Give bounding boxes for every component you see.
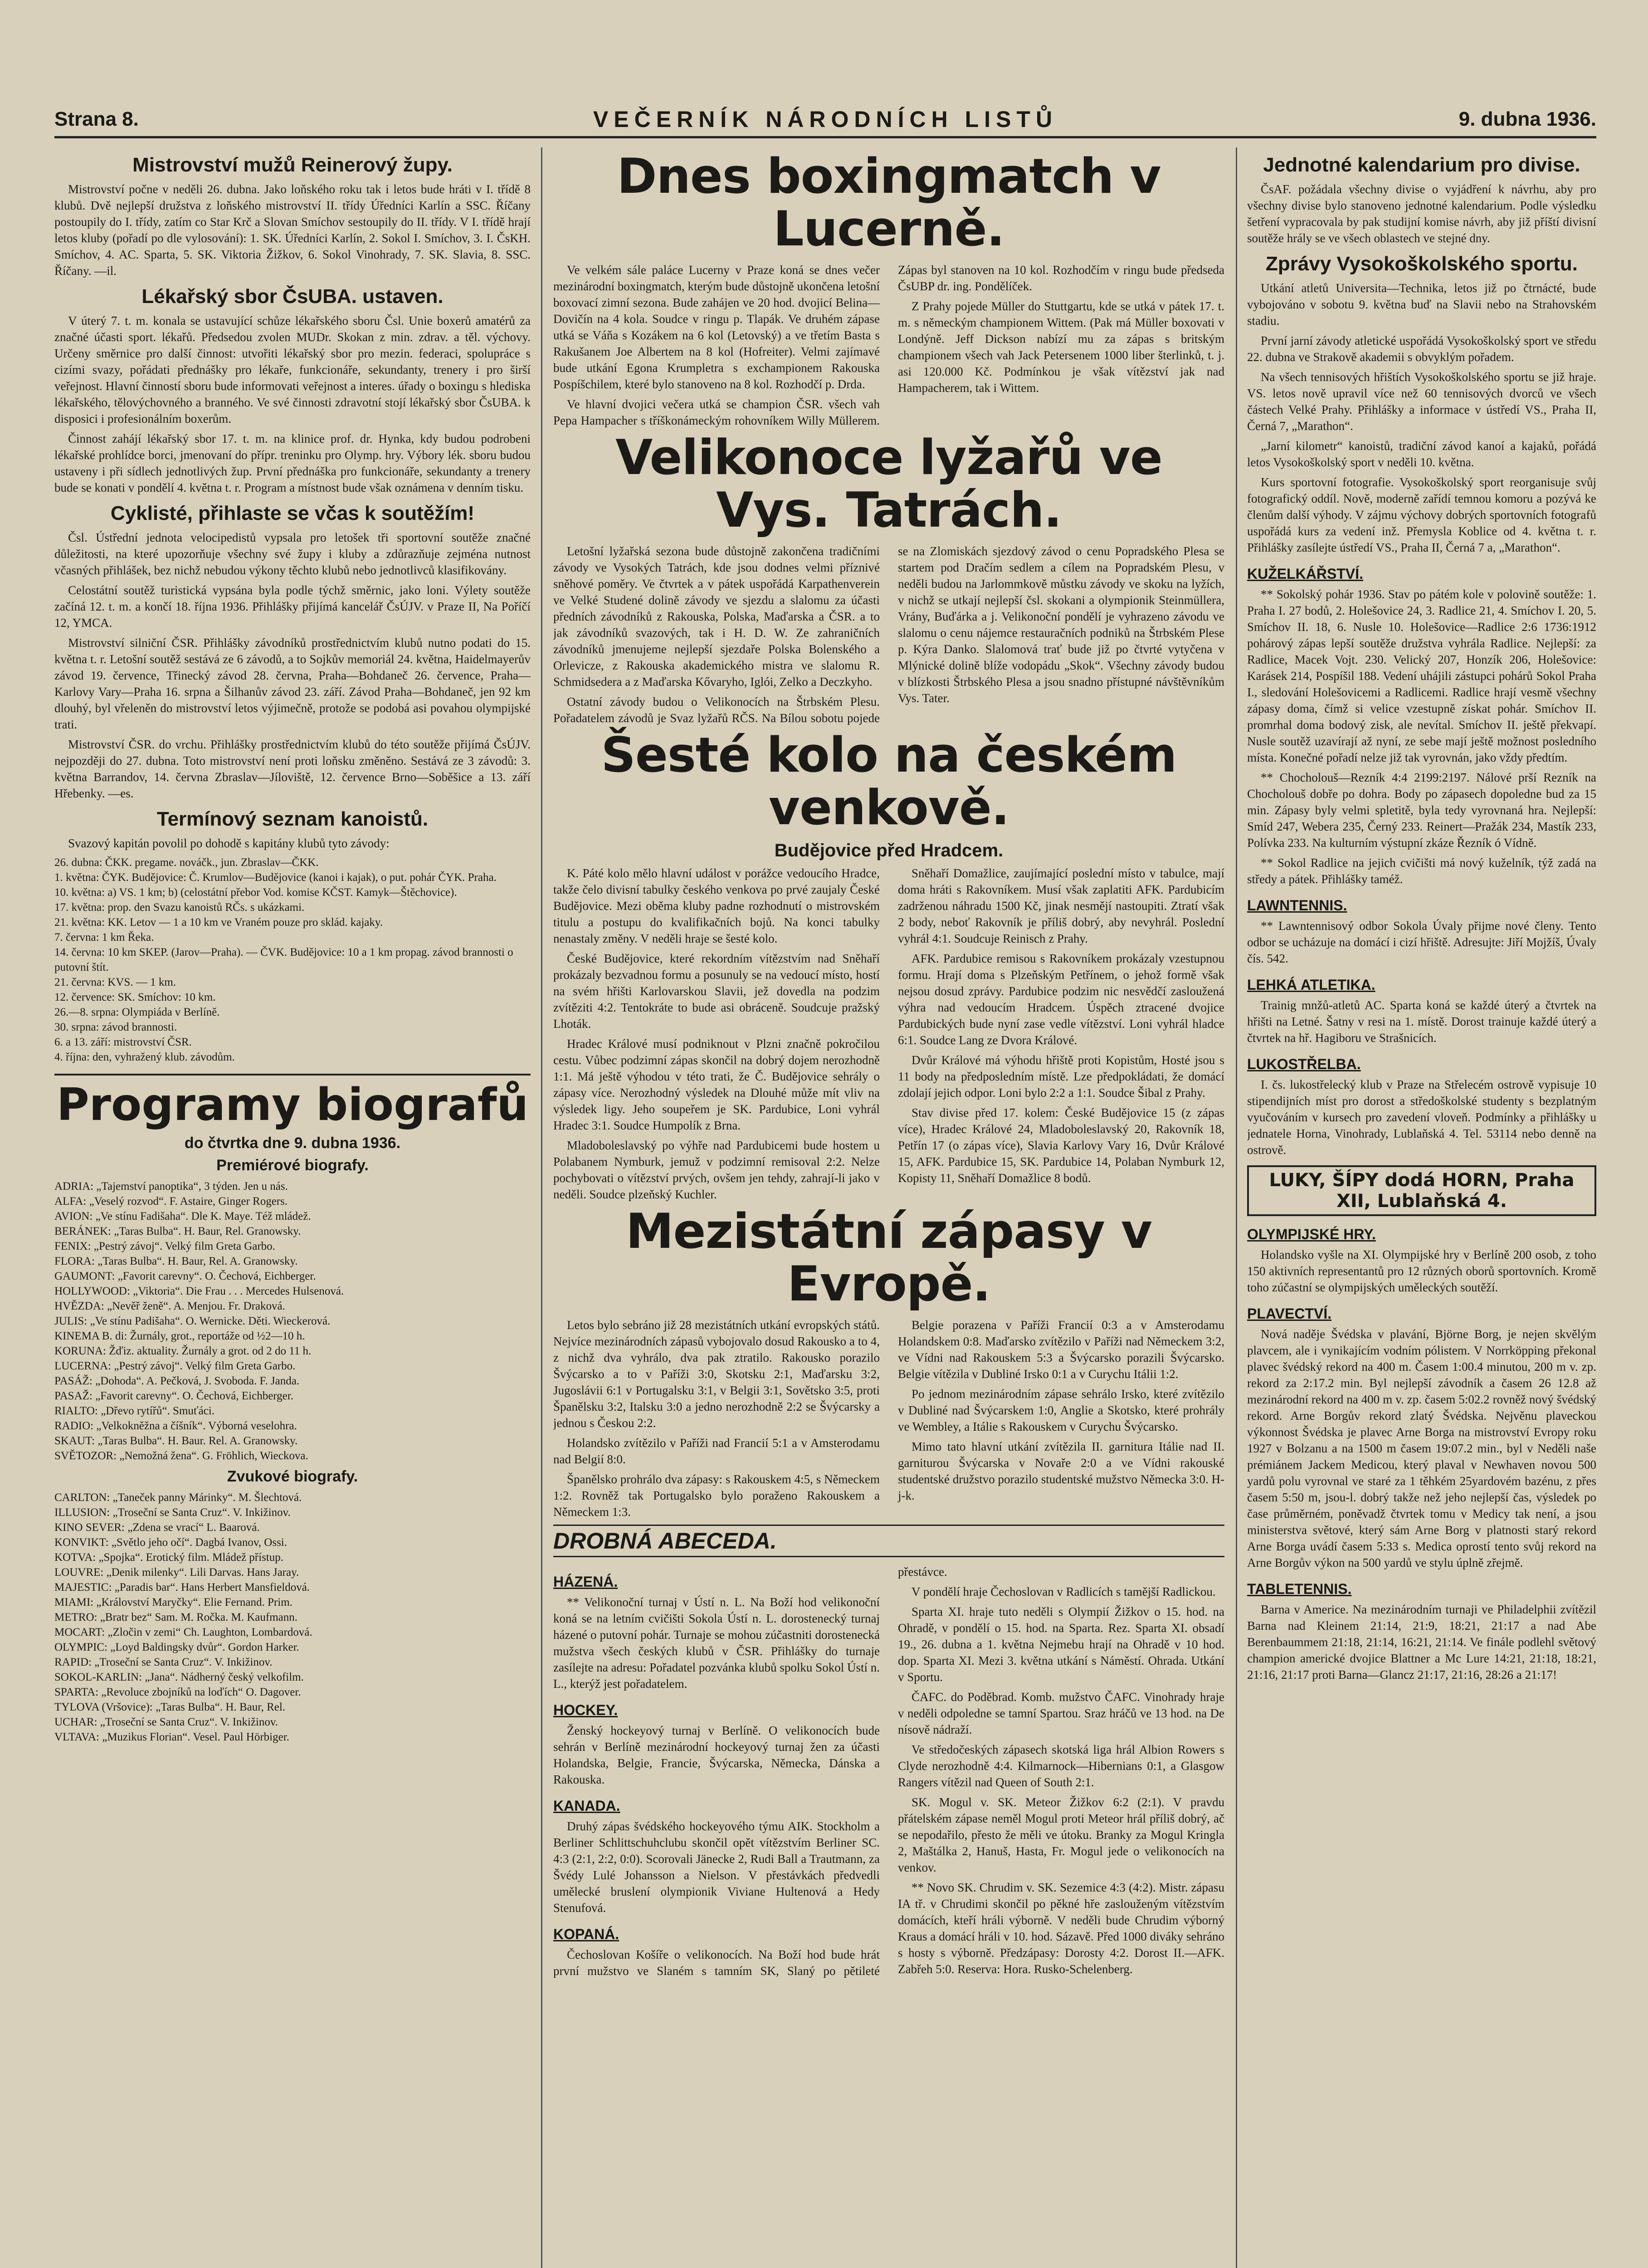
ski-article — [553, 543, 1224, 726]
article-text: ** Lawntennisový odbor Sokola Úvaly přijme nové členy. Tento odbor se ucházuje na domácí i cizí hřiště. Adresujte: Jiří Mojžíš, Úvaly čís. 542. — [1247, 919, 1596, 965]
list-item: PASAŽ: „Favorit carevny“. O. Čechová, Eichberger. — [54, 1390, 293, 1402]
article-text: Belgie porazena v Paříži Francií 0:3 a v Amsterodamu Holandskem 0:8. Maďarsko zvítězilo v Paříži nad Německem 3:2, ve Vídni nad Rakouskem 5:3 a Švýcarsko porazili Švýcarsko. Belgie vítězila v Dubliné Irsko 0:1 a v Curychu Itálii 1:2. — [898, 1318, 1224, 1381]
article-text: Sněhaří Domažlice, zaujímající poslední místo v tabulce, mají doma hráti s Rakovníkem. Musí však zaplatiti AFK. Pardubicím zadrženou náhradu 1500 Kč, jinak nesmějí nastoupiti. Ztratí však 2 body, neboť Rakovník je příliš dobrý, aby nevyhrál. Poslední vyhrál 4:1. Soudcuje Reinisch z Prahy. — [898, 866, 1224, 945]
premiere-cinema-list — [54, 1179, 531, 1463]
article-text: Čechoslovan Košíře o velikonocích. Na Boží hod bude hrát první mužstvo ve Slaném s tamním SK, Slaný po pětileté přestávce. — [553, 1565, 947, 1978]
list-item: 21. května: KK. Letov — 1 a 10 km ve Vraném pouze pro sklád. kajaky. — [54, 916, 383, 929]
column-rule — [1236, 147, 1237, 2268]
list-item: 1. května: ČYK. Budějovice: Č. Krumlov—Budějovice (kanoi i kajak), o put. pohár ČYK. Praha. — [54, 871, 497, 884]
article-text: V úterý 7. t. m. konala se ustavující schůze lékařského sboru Čsl. Unie boxerů amatérů za značné účasti sport. lékařů. Předsedou zvolen MUDr. Skokan z min. zdrav. a těl. výchovy. Určeny směrnice pro další činnost: utvořiti lékařský sbor pro mezin. federaci, spolupráce s cizími svazy, pořádati přednášky pro lékaře, funkcionáře, sekundanty, trenery i pro širší veřejnost. Hlavní činností sboru bude informovati veřejnost a interes. úřady o boxingu s hlediska lékařského, tělovýchovného a branného. Ve své činnosti zdravotní stojí lékařský sbor ČsUBA. k disposici i profesionálním boxerům. — [54, 314, 531, 425]
boxing-article — [553, 262, 1224, 429]
newspaper-title: VEČERNÍK NÁRODNÍCH LISTŮ — [593, 107, 1058, 132]
list-item: 4. října: den, vyhražený klub. závodům. — [54, 1051, 235, 1063]
list-item: KONVIKT: „Světlo jeho očí“. Dagbá Ivanov, Ossi. — [54, 1536, 287, 1549]
article-text: Hradec Králové musí podniknout v Plzni značně pokročilou cestu. Vůbec podzimní zápas skončil na dobrý dojem nerozhodně 1:1. Má ještě výhodou v této trati, že Č. Budějovice sehrály o zápasy více. Nerozhodný výsledek na Dlouhé může mít vliv na výsledek ligy. Jeho soupeřem je SK. Pardubice, Loni vyhrál Hradec 3:1. Soudce Humpolík z Brna. — [553, 1037, 880, 1132]
section-head: PLAVECTVÍ. — [1247, 1305, 1332, 1322]
article-text: Holandsko zvítězilo v Paříži nad Francií 5:1 a v Amsterodamu nad Belgií 8:0. — [553, 1436, 880, 1466]
article-text: Mistrovství počne v neděli 26. dubna. Jako loňského roku tak i letos bude hráti v I. třídě 8 klubů. Dvě nejlepší družstva z loňského mistrovství II. třídy Úředníci Karlín a SSC. Říčany postoupily do I. třídy, zatím co Star Krč a Slovan Smíchov sestoupily do II. třídy. V I. třídě hrají letos kluby (pořadí po dle vylosování): 1. SK. Úředníci Karlín, 2. Sokol I. Smíchov, 3. I. ČsKH. Smíchov, 4. AC. Sparta, 5. SK. Viktoria Žižkov, 6. Sokol Vinohrady, 7. SK. Slavia, 8. SSC. Říčany. —il. — [54, 182, 531, 278]
issue-date: 9. dubna 1936. — [1458, 108, 1596, 130]
article-title: Zprávy Vysokoškolského sportu. — [1266, 253, 1578, 275]
premiere-cinemas-title: Premiérové biografy. — [216, 1157, 369, 1174]
headline-international: Mezistátní zápasy v Evropě. — [626, 1203, 1152, 1312]
article-text: ** Chocholouš—Rezník 4:4 2199:2197. Nálové prší Rezník na Chocholouš dobře po dohra. Body po zápasech dopoledne bud za 15 min. Zápasy byly velmi spletitě, byla tedy vyrovnaná hra. Nejlepší: Smíd 247, Webera 235, Černý 233. Reinert—Pražák 234, Mastík 233, Polívka 233. Na kulturním výstupní zkáze Řezník ó Vídně. — [1247, 771, 1596, 850]
list-item: SPARTA: „Revoluce zbojníků na loďích“ O. Dagover. — [54, 1686, 301, 1698]
section-head: LAWNTENNIS. — [1247, 897, 1347, 914]
article-text: SK. Mogul v. SK. Meteor Žižkov 6:2 (2:1). V pravdu přátelském zápase neměl Mogul proti Meteor hrál příliš dobrý, ač se nepodařilo, přesto že měli ve útoku. Branky za Mogul Kringla 2, Maštálka 2, Hanuš, Hasta, Fr. Mogul jede o velikonocích na venkov. — [898, 1795, 1224, 1874]
column-right — [1247, 147, 1596, 2268]
article-text: Nová naděje Švédska v plavání, Björne Borg, je nejen skvělým plavcem, ale i vynikajícím vodním pólistem. V Norrköpping překonal plavec švédský rekord na 400 m. Časem 1:00.4 minutou, 200 m v. zp. rekord za 2:17.2 min. Byl nejlepší závodník a časem 26 12.8 až mezinárodní rekord na 400 m v. zp. časem 5:02.2 rovněž nový švédský rekord. Arne Borgův rekord zlatý Švédska. Nejvěnu plaveckou výkonnost Švédska je plavec Arne Borga na mistrovství Evropy roku 1927 v Bolzanu a na 1500 m časem 19:07.2 min., byl v Neděli naše prémiánem Jackem Medicou, který plaval v Newhaven novou 500 yardů polu vyrovnal ve staré za 1 těhkém 25yardovém bazénu, z přes časem 5:50 m, jsou-l. dobrý takže než jeho nejlepší čas, výsledek po čase průměrném, poněvadž čtvrtek tomu v Medicy tak není, a jsou ministerstva světové, který sám Arne Borg v platnosti starý rekord Arne Borga uvádí časem 5:33 s. Medica oprostí tento svůj rekord na Arne Borgův výkon na 500 yardů ve stylu úplně zřejmě. — [1247, 1327, 1596, 1569]
short-news — [553, 1564, 1224, 1980]
list-item: HOLLYWOOD: „Viktoria“. Die Frau . . . Mercedes Hulsenová. — [54, 1285, 344, 1297]
list-item: 10. května: a) VS. 1 km; b) (celostátní přebor Vod. komise KČST. Kamyk—Štěchovice). — [54, 886, 457, 899]
section-head: KANADA. — [553, 1798, 620, 1814]
section-head: LEHKÁ ATLETIKA. — [1247, 977, 1375, 993]
section-head: HOCKEY. — [553, 1702, 618, 1718]
list-item: JULIS: „Ve stínu Padišaha“. O. Wernicke. Děti. Wieckerová. — [54, 1315, 331, 1327]
article-text: ** Sokol Radlice na jejich cvičišti má nový kuželník, týž zadá na středy a pátek. Přihlášky taméž. — [1247, 856, 1596, 886]
article-title: Termínový seznam kanoistů. — [156, 808, 429, 830]
list-item: 30. srpna: závod brannosti. — [54, 1021, 177, 1033]
article-title: Cyklisté, přihlaste se včas k soutěžím! — [110, 502, 475, 524]
article-text: Letošní lyžařská sezona bude důstojně zakončena tradičními závody ve Vysokých Tatrách, kde jsou dodnes velmi příznivé sněhové poměry. Ve čtvrtek a v pátek uspořádá Karpathenverein ve Velké Studené dolině závody ve sjezdu a slalomu za účasti předních závodníků z Rakouska, Polska, Maďarska a ČSR. a to jak závodníků svazových, tak i H. D. W. Ze zahraničních závodníků jmenujeme nejlepší sjezdaře Polska Bolenského a Orlevicze, z Rakouska akademického mistra ve slalomu R. Schmidsedera a z Maďarska Kővaryho, Iglói, Zelko a Deczkyho. — [553, 544, 880, 689]
list-item: MOCART: „Zločin v zemi“ Ch. Laughton, Lombardová. — [54, 1626, 312, 1638]
column-center — [553, 147, 1224, 2268]
list-item: LOUVRE: „Denik milenky“. Lili Darvas. Hans Jaray. — [54, 1566, 299, 1579]
list-item: LUCERNA: „Pestrý závoj“. Velký film Greta Garbo. — [54, 1360, 296, 1372]
article-text: Holandsko vyšle na XI. Olympijské hry v Berlíně 200 osob, z toho 150 aktivních representantů pro 12 různých oborů sportovních. Kromě toho zúčastní se olympijských uměleckých soutěží. — [1247, 1248, 1596, 1294]
article-text: Ženský hockeyový turnaj v Berlíně. O velikonocích bude sehrán v Berlíně mezinárodní hockeyový turnaj žen za účasti Holandska, Belgie, Francie, Švýcarska, Německa, Dánska a Rakouska. — [553, 1724, 880, 1786]
list-item: 7. června: 1 km Řeka. — [54, 931, 154, 943]
sound-cinema-list — [54, 1490, 531, 1745]
list-item: SOKOL-KARLIN: „Jana“. Nádherný český velkofilm. — [54, 1671, 304, 1683]
headline-football-round: Šesté kolo na českém venkově. — [601, 727, 1177, 836]
newspaper-page — [54, 104, 1596, 2268]
football-article — [553, 865, 1224, 1202]
article-text: Po jednom mezinárodním zápase sehrálo Irsko, které zvítězilo v Dubliné nad Švýcarskem 1:0, Anglie a Skotsko, které prohrály ve Wembley, a Itálie s Rakouskem v Curychu Švýcarsko. — [898, 1387, 1224, 1433]
list-item: ALFA: „Veselý rozvod“. F. Astaire, Ginger Rogers. — [54, 1195, 288, 1207]
article-text: První jarní závody atletické uspořádá Vysokoškolský sport ve středu 22. dubna ve Strakově akademii s obvyklým pořadem. — [1247, 334, 1596, 364]
canoe-schedule — [54, 855, 531, 1065]
list-item: FENIX: „Pestrý závoj“. Velký film Greta Garbo. — [54, 1240, 275, 1252]
list-item: 17. května: prop. den Svazu kanoistů RČs. s ukázkami. — [54, 901, 305, 914]
article-text: Mimo tato hlavní utkání zvítězila II. garnitura Itálie nad II. garniturou Švýcarska v Novaře 2:0 a ve Vídni rakouské studentské družstvo porazilo studentské mužstvo Německa 3:0. H-j-k. — [898, 1440, 1224, 1502]
article-title: Mistrovství mužů Reinerový župy. — [132, 154, 453, 176]
article-text: Barna v Americe. Na mezinárodním turnaji ve Philadelphii zvítězil Barna nad Kleinem 21:14, 21:9, 18:21, 21:17 a nad Abe Berenbaummem 21:18, 21:14, 16:21, 21:14. Ve finále podlehl světový champion americké dvojice Blattner a Mc Lure 14:21, 21:18, 18:21, 21:16, 21:17 proti Barna—Glancz 21:17, 21:16, 28:26 a 21:17! — [1247, 1603, 1596, 1681]
section-head: TABLETENNIS. — [1247, 1581, 1352, 1597]
list-item: FLORA: „Taras Bulba“. H. Baur, Rel. A. Granowsky. — [54, 1255, 298, 1267]
list-item: RIALTO: „Dřevo rytířů“. Smuťáci. — [54, 1405, 215, 1417]
article-title: Lékařský sbor ČsUBA. ustaven. — [141, 285, 444, 308]
list-item: RAPID: „Troseční se Santa Cruz“. V. Inkižinov. — [54, 1656, 273, 1668]
list-item: AVION: „Ve stínu Fadišaha“. Dle K. Maye. Též mládež. — [54, 1210, 311, 1222]
list-item: RADIO: „Velkokněžna a číšník“. Výborná veselohra. — [54, 1420, 297, 1432]
list-item: 6. a 13. září: mistrovství ČSR. — [54, 1036, 192, 1048]
list-item: VLTAVA: „Muzikus Florian“. Vesel. Paul Hörbiger. — [54, 1731, 289, 1743]
article-text: ČsAF. požádala všechny divise o vyjádření k návrhu, aby pro všechny divise bylo stanoveno jednotné kalendarium. Podle výsledku šetření vypracovala by pak studijní komise návrh, aby již příští divisní soutěže hrály se ve všech oblastech ve stejné dny. — [1247, 182, 1596, 245]
list-item: SKAUT: „Taras Bulba“. H. Baur. Rel. A. Granowsky. — [54, 1435, 298, 1447]
page-number: Strana 8. — [54, 108, 139, 130]
article-text: ** Velikonoční turnaj v Ústí n. L. Na Boží hod velikonoční koná se na letním cvičišti Sokola Ústí n. L. dorostenecký turnaj házené o putovní pohár. Turnaje se mohou zúčastniti dorostenecká mužstva všech českých klubů v ČSR. Přihlášky do turnaje zasílejte na adresu: Pořadatel pozvánka klubů spolku Sokol Ústí n. L., kterýž jest pořadatelem. — [553, 1595, 880, 1691]
list-item: BERÁNEK: „Taras Bulba“. H. Baur, Rel. Granowsky. — [54, 1225, 301, 1237]
list-item: PASÁŽ: „Dohoda“. A. Pečková, J. Svoboda. F. Janda. — [54, 1375, 300, 1387]
list-item: 26.—8. srpna: Olympiáda v Berlíně. — [54, 1006, 220, 1018]
list-item: 12. července: SK. Smíchov: 10 km. — [54, 991, 216, 1003]
article-text: Španělsko prohrálo dva zápasy: s Rakouskem 4:5, s Německem 1:2. Rovněž tak Portugalsko bylo poraženo Rakouskem a Německem 1:3. — [553, 1472, 880, 1519]
article-text: ** Novo SK. Chrudim v. SK. Sezemice 4:3 (4:2). Mistr. zápasu IA tř. v Chrudimi skončil po pěkné hře zaslouženým vítězstvím domácích, kteří hráli výborně. V neděli bude Chrudim výborný Kraus a domácí hráli v 10. hod. Sázavě. Před 1000 diváky sehráno s hosty s výborně. Předzápasy: Dorosty 4:2. Dorost II.—AFK. Zabřeh 5:0. Reserva: Hora. Rusko-Schelenberg. — [898, 1881, 1224, 1976]
sound-cinemas-title: Zvukové biografy. — [227, 1468, 358, 1485]
list-item: MIAMI: „Království Maryčky“. Elie Fernand. Prim. — [54, 1596, 293, 1608]
article-subtitle: Budějovice před Hradcem. — [774, 841, 1004, 860]
article-text: ** Sokolský pohár 1936. Stav po pátém kole v polovině soutěže: 1. Praha I. 27 bodů, 2. Holešovice 24, 3. Radlice 21, 4. Smíchov I. 20, 5. Smíchov II. 18, 6. Nusle 10. Holešovice—Radlice 2:6 1736:1912 pohárový zápas lepší soutěže družstva vyhrála Radlice. Nejlepší: za Radlice, Macek Vojt. 230. Velický 207, Honzík 206, Holešovice: Karásek 214, Pospíšil 188. Vedení uhájili zástupci pohárů Sokol Praha I., sledování Holešovicemi a Radlicemi. Radlice hrají vesmě všechny zápasy doma, čímž si velice vzestupně získat pohár. Smíchov II. promrhal doma bodový zisk, ale nevítal. Smíchov II. ještě překvapí. Nusle soutěž uzavírají až nyní, ze sebe mají ještě možnost posledního místa. Konečné pořadí nelze již tak vyrovnán, jako vždy předtím. — [1247, 587, 1596, 764]
list-item: 14. června: 10 km SKEP. (Jarov—Praha). — ČVK. Budějovice: 10 a 1 km propag. závod brannosti o putovní štít. — [54, 946, 513, 973]
list-item: KOTVA: „Spojka“. Erotický film. Mládež přístup. — [54, 1551, 284, 1564]
list-item: CARLTON: „Taneček panny Márinky“. M. Šlechtová. — [54, 1491, 302, 1504]
article-text: Ve velkém sále paláce Lucerny v Praze koná se dnes večer mezinárodní boxingmatch, kterým bude důstojně ukončena letošní boxovací zimní sezona. Bude zahájen ve 20 hod. dvojicí Belina—Dovičín na 4 kola. Soudce v ringu p. Tlapák. Ve druhém zápase utká se Váňa s Kozákem na 6 kol (Letovský) a ve třetím Basta s Rakušanem Joe Albertem na 8 kol (Hofreiter). Velmi zajímavé bude utkání Egona Krumpletra s exchampionem Rakouska Pospíšchilem, které bylo stanoveno na 8 kol. Rozhodčí p. Drda. — [553, 263, 880, 391]
article-text: ČAFC. do Poděbrad. Komb. mužstvo ČAFC. Vinohrady hraje v neděli odpoledne se tamní Spartou. Sraz hráčů ve 13 hod. na De nísově nádraží. — [898, 1690, 1224, 1736]
article-text: Sparta XI. hraje tuto neděli s Olympií Žižkov o 15. hod. na Ohradě, v pondělí o 15. hod. na Sparta. Rez. Sparta XI. obsadí 19., 26. dubna a 1. května Nejmebu hrají na Ohradě v 10 hod. dop. Sparta XI. Mezi 3. května utkání s Náměstí. Ohrada. Utkání v Sportu. — [898, 1605, 1224, 1684]
cinema-programs-subtitle: do čtvrtka dne 9. dubna 1936. — [184, 1134, 401, 1152]
article-text: Ve středočeských zápasech skotská liga hrál Albion Rowers s Clyde nerozhodně 4:4. Kilmarnock—Hibernians 0:1, a Glasgow Rangers vítězil nad Queen of South 2:1. — [898, 1743, 1224, 1789]
list-item: KINEMA B. di: Žurnály, grot., reportáže od ½2—10 h. — [54, 1330, 305, 1342]
article-text: Kurs sportovní fotografie. Vysokoškolský sport reorganisuje svůj fotografický oddíl. Nově, moderně zařídí temnou komoru a pozývá ke členům další výhody. V zájmu výchovy dobrých sportovních fotografů uspořádá kurs za vedení inž. Přemysla Koblice od 4. května t. r. Přihlášky zasílejte ústředí VS., Praha II, Černá 7 a, „Marathon“. — [1247, 475, 1596, 554]
article-text: Z Prahy pojede Müller do Stuttgartu, kde se utká v pátek 17. t. m. s německým championem Wittem. (Pak má Müller boxovati v Londýně. Jeff Dickson nabízí mu za zápas s britským championem všech vah Jack Petersenem 1000 liber šterlinků, t. j. asi 120.000 Kč. Podmínkou je však vítězství jak nad Hampacherem, tak i Wittem. — [898, 299, 1224, 395]
masthead — [54, 104, 1596, 138]
list-item: ADRIA: „Tajemství panoptika“, 3 týden. Jen u nás. — [54, 1180, 288, 1193]
article-text: Letos bylo sebráno již 28 mezistátních utkání evropských států. Nejvíce mezinárodních zápasů vybojovalo dosud Rakousko a to 4, z nichž dva vyhrálo, dva pak ztratilo. Rakousko porazilo Švýcarsko a to v Paříži 3:0, Skotsku 2:1, Maďarsku 3:2, Jugoslávii 6:1 v Portugalsku 3:1, v Belgii 3:1, Sovětsko 3:5, proti Španělsku 3:2, Italsku 3:0 a jedno nerozhodně 2:2 se Švýcarsky a jednou s Českou 2:2. — [553, 1318, 880, 1430]
article-text: Na všech tennisových hřištích Vysokoškolského sportu se již hraje. VS. letos nově upravil více než 60 tennisových dvorců ve všech částech Velké Prahy. Přihlášky a informace v ústředí VS., Praha II, Černá 7, „Marathon“. — [1247, 370, 1596, 433]
article-text: České Budějovice, které rekordním vítězstvím nad Sněhaří prokázaly bezvadnou formu a posunuly se na vedoucí místo, hostí na svém hřišti Karlovarskou Slavii, jež dovedla na podzim zvítěziti 4:2. Tentokráte to bude asi obráceně. Soudcuje pražský Lhoták. — [553, 952, 880, 1031]
list-item: 21. června: KVS. — 1 km. — [54, 976, 176, 988]
international-article — [553, 1317, 1224, 1520]
article-text: Činnost zahájí lékařský sbor 17. t. m. na klinice prof. dr. Hynka, kdy budou podrobeni lékařské prohlídce borci, jmenovaní do přípr. treninku pro Olymp. hry. Výbory lék. sboru budou ustaveny i při sídlech jednotlivých žup. První přednáška pro funkcionáře, sekundanty a trenery bude se konati v pondělí 4. května t. r. Program a místnost bude však oznámena v denním tisku. — [54, 432, 531, 494]
list-item: KINO SEVER: „Zdena se vrací“ L. Baarová. — [54, 1521, 260, 1534]
article-text: K. Páté kolo mělo hlavní událost v porážce vedoucího Hradce, takže čelo divisní tabulky českého venkova po prvé zaujaly České Budějovice. Mezi oběma kluby padne rozhodnutí o mistrovském titulu a postupu do kvalifikačních bojů. Na konci tabulky nenastaly změny. V neděli hraje se šesté kolo. — [553, 866, 880, 945]
list-item: UCHAR: „Troseční se Santa Cruz“. V. Inkižinov. — [54, 1716, 278, 1728]
article-text: Celostátní soutěž turistická vypsána byla podle týchž směrnic, jako loni. Výlety soutěže začíná 12. t. m. a končí 18. října 1936. Přihlášky přijímá kancelář ČsÚJV. v Praze II, Na Poříčí 12, YMCA. — [54, 583, 531, 630]
article-text: AFK. Pardubice remisou s Rakovníkem prokázaly vzestupnou formu. Hrají doma s Plzeňským Petřínem, o jehož formě však nejsou dosud zprávy. Pardubice podzim nic nesvědčí zasloužená výhra nad vedoucím Hradcem. Úspěch ztracené dvojice Pardubických bude nyní zase vedle vítězství. Loni vyhrál hladce 6:1. Soudce Lang ze Dvora Králové. — [898, 952, 1224, 1047]
list-item: GAUMONT: „Favorit carevny“. O. Čechová, Eichberger. — [54, 1270, 316, 1282]
article-text: Utkání atletů Universita—Technika, letos již po čtrnácté, bude vybojováno v sobotu 9. května buď na Slavii nebo na Strahovském stadiu. — [1247, 281, 1596, 327]
article-text: I. čs. lukostřelecký klub v Praze na Střelecém ostrově vypisuje 10 stipendijních míst pro dorost a středoškolské studenty s bezplatným vyučováním v kursech pro zavedení vloveň. Podmínky a přihlášky u jednatele Horna, Vinohrady, Lublaňská 4. Tel. 53114 nebo denně na ostrově. — [1247, 1078, 1596, 1157]
list-item: HVĚZDA: „Nevěř ženě“. A. Menjou. Fr. Draková. — [54, 1300, 285, 1312]
article-text: Čsl. Ústřední jednota velocipedistů vypsala pro letošek tři sportovní soutěže značné důležitosti, na které upozorňuje všechny své župy i kluby a zdůrazňuje zejména nutnost včasných přihlášek, bez nichž nebudou výkony těchto klubů nebo jednotlivců klasifikovány. — [54, 531, 531, 577]
article-text: Ve hlavní dvojici večera utká se champion ČSR. všech vah Pepa Hampacher s tříškonámeckým rohovníkem Willy Müllerem. Zápas byl stanoven na 10 kol. Rozhodčím v ringu bude předseda ČsUBP dr. ing. Pondělíček. — [553, 263, 1224, 427]
article-text: V pondělí hraje Čechoslovan v Radlicích s tamější Radlickou. — [912, 1585, 1216, 1598]
article-text: Dvůr Králové má výhodu hřiště proti Kopistům, Hosté jsou s 11 body na předposledním místě. Lze předpokládati, že domácí zdolají jejich odpor. Loni bylo 2:2 a 1:1. Soudce Šibal z Prahy. — [898, 1053, 1224, 1100]
article-text: Trainig mnžů-atletů AC. Sparta koná se každé úterý a čtvrtek na hřišti na Letné. Šatny v resi na 1. místě. Dorost trainuje každé úterý a čtvrtek na hř. Hagiboru ve Strašnicích. — [1247, 998, 1596, 1045]
article-title: Jednotné kalendarium pro divise. — [1263, 154, 1580, 176]
list-item: SVĚTOZOR: „Nemožná žena“. G. Fröhlich, Wieckova. — [54, 1450, 308, 1462]
article-text: Mistrovství silniční ČSR. Přihlášky závodníků prostřednictvím klubů nutno podati do 15. května t. r. Letošní soutěž sestává ze 6 závodů, a to Sojkův memoriál 24. května, Haidelmayerův závod 19. července, Třinecký závod 28. června, Praha—Bohdaneč 26. července, Praha—Karlovy Vary—Praha 16. srpna a Šilhanův závod 23. září. Závod Praha—Bohdaneč, jen 92 km dlouhý, byl vřeleněn do mistrovství letos výjimečně, protože se podobá asi povahou olympijské trati. — [54, 636, 531, 731]
list-item: METRO: „Bratr bez“ Sam. M. Ročka. M. Kaufmann. — [54, 1611, 297, 1623]
list-item: TYLOVA (Vršovice): „Taras Bulba“. H. Baur, Rel. — [54, 1701, 286, 1713]
short-news-title: DROBNÁ ABECEDA. — [553, 1525, 1224, 1557]
article-text: Svazový kapitán povolil po dohodě s kapitány klubů tyto závody: — [68, 836, 390, 850]
article-text: Ostatní závody budou o Velikonocích na Štrbském Plesu. Pořadatelem závodů je Svaz lyžařů RČS. Na Bílou sobotu pojede se na Zlomiskách sjezdový závod o cenu Popradského Plesa se startem pod Dračím sedlem a cílem na Popradském Plesu, v neděli budou na Jarlommkově můstku závody ve skoku na lyžích, v nichž se utkají nejlepší čsl. skokani a olympionik Steinmüllera, Vrány, Buďárka a j. Velikonoční pondělí je vyhrazeno závodu ve slalomu o cenu nájemce restauračních podniků na Štrbském Plese p. Kýra Danko. Slalomová trať bude již po čtvrté vytyčena v Mlýnické dolině blíže vodopádu „Skok“. Všechny závody budou v blízkosti Štrbského Plesa a jsou snadno přístupné návštěvníkům Vys. Tater. — [553, 544, 1224, 725]
list-item: ILLUSION: „Troseční se Santa Cruz“. V. Inkižinov. — [54, 1506, 291, 1519]
list-item: MAJESTIC: „Paradis bar“. Hans Herbert Mansfieldová. — [54, 1581, 310, 1593]
headline-ski: Velikonoce lyžařů ve Vys. Tatrách. — [615, 430, 1162, 538]
list-item: KORUNA: Žďiz. aktuality. Žurnály a grot. od 2 do 11 h. — [54, 1345, 312, 1357]
list-item: 26. dubna: ČKK. pregame. nováčk., jun. Zbraslav—ČKK. — [54, 856, 319, 869]
article-text: Mistrovství ČSR. do vrchu. Přihlášky prostřednictvím klubů do této soutěže přijímá ČsÚJV. nejpozději do 27. dubna. Toto mistrovství není proti loňsku změněno. Sestává ze 3 závodů: 3. května Barrandov, 14. června Zbraslav—Jíloviště, 12. července Brno—Soběšice a 13. září Hřebenky. —es. — [54, 738, 531, 800]
section-head: KUŽELKÁŘSTVÍ. — [1247, 566, 1363, 582]
section-head: LUKOSTŘELBA. — [1247, 1056, 1361, 1072]
section-head: OLYMPIJSKÉ HRY. — [1247, 1226, 1376, 1242]
section-head: KOPANÁ. — [553, 1926, 619, 1942]
article-text: Mladoboleslavský po výhře nad Pardubicemi bude hostem u Polabanem Nymburk, jemuž v podzimní remisoval 2:2. Nelze pochybovati o vítězství prvých, ovšem jen tehdy, zahrají-li jako v neděli. Soudce plzeňský Kuchler. — [553, 1139, 880, 1201]
column-rule — [541, 147, 542, 2268]
article-text: Druhý zápas švédského hockeyového týmu AIK. Stockholm a Berliner Schlittschuhclubu skončil opět vítězstvím Berliner SC. 4:3 (2:1, 2:2, 0:0). Scorovali Jänecke 2, Rudi Ball a Trautmann, za Švédy Lulé Johansson a Nielson. V přestávkách předvedli umělecké bruslení olympionik Viviane Hultenová a Hedy Stenufová. — [553, 1819, 880, 1915]
section-head: HÁZENÁ. — [553, 1574, 618, 1590]
article-text: Stav divise před 17. kolem: České Budějovice 15 (z zápas více), Hradec Králové 24, Mladoboleslavský 20, Rakovník 18, Petřín 17 (o zápas více), Slavia Karlovy Vary 16, Dvůr Králové 15, AFK. Pardubice 15, SK. Pardubice 14, Polaban Nymburk 12, Kopisty 11, Sněhaří Domažlice 8 bodů. — [898, 1106, 1224, 1185]
headline-boxing: Dnes boxingmatch v Lucerně. — [617, 148, 1161, 257]
advertisement: LUKY, ŠÍPY dodá HORN, Praha XII, Lublaňská 4. — [1247, 1165, 1596, 1216]
list-item: OLYMPIC: „Loyd Baldingsky dvůr“. Gordon Harker. — [54, 1641, 299, 1653]
column-left — [54, 147, 531, 2268]
cinema-programs-title: Programy biografů — [54, 1074, 531, 1130]
article-text: „Jarní kilometr“ kanoistů, tradiční závod kanoí a kajaků, pořádá letos Vysokoškolský sport v neděli 10. května. — [1247, 439, 1596, 469]
